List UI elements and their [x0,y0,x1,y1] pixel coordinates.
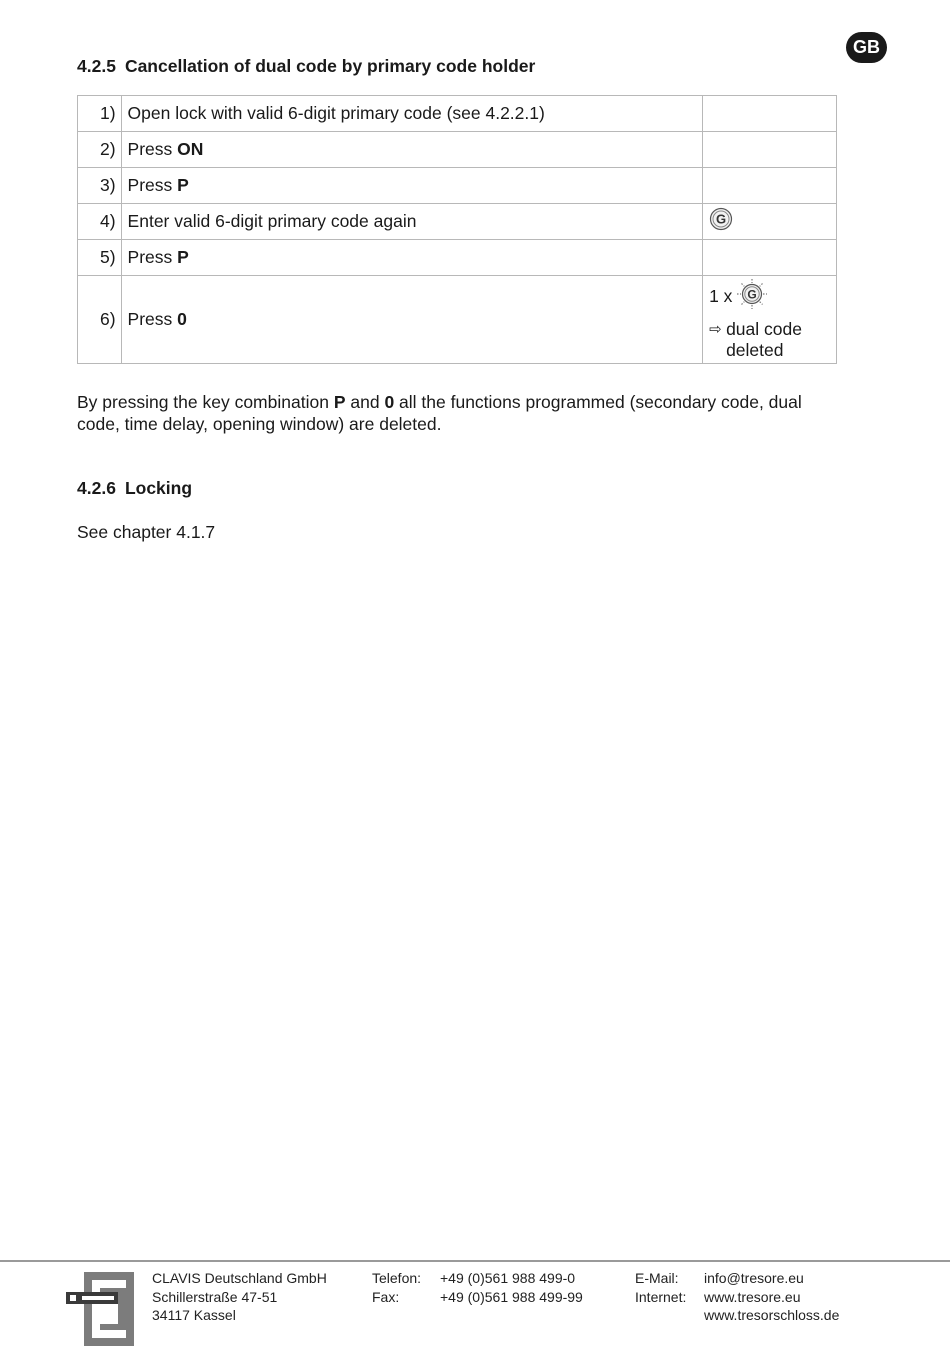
website-link[interactable]: www.tresore.eu [704,1288,801,1305]
footer-web-labels [635,1269,686,1306]
result-text-line1: dual code [726,319,802,339]
email-label: E-Mail: [635,1270,679,1286]
key-label: 0 [384,392,395,412]
step-number: 4) [78,204,122,240]
step-text: Open lock with valid 6-digit primary code (see 4.2.2.1) [121,96,703,132]
footer-web-values [704,1269,839,1325]
steps-table [77,95,837,364]
footer-company-address [152,1269,327,1325]
table-row [78,204,837,240]
fax-label: Fax: [372,1288,400,1305]
step-number: 2) [78,132,122,168]
step-number: 5) [78,240,122,276]
step-prefix: Press [127,175,178,195]
footer-phone-labels [372,1269,421,1306]
step-text [121,132,703,168]
table-row [78,168,837,204]
table-row [78,276,837,364]
step-text [121,276,703,364]
phone-label: Telefon: [372,1270,422,1286]
step-number: 3) [78,168,122,204]
svg-text:G: G [747,287,758,302]
step-text [121,240,703,276]
note-part: all the functions programmed (secondary code, dual code, time delay, opening window) are deleted. [77,392,802,434]
result-text-line2: deleted [726,340,784,360]
step-prefix: Press [127,309,178,329]
step-result [703,96,837,132]
website-link[interactable]: www.tresorschloss.de [704,1307,840,1323]
section-heading-4-2-6 [77,478,192,499]
key-label: P [333,392,346,412]
company-logo [66,1272,136,1351]
footer-phone-values [440,1269,583,1306]
note-part: By pressing the key combination [77,392,334,412]
section-title: Locking [124,478,193,498]
email-link[interactable]: info@tresore.eu [704,1270,804,1286]
see-chapter-text: See chapter 4.1.7 [77,522,216,542]
step-prefix: Press [127,139,178,159]
step-text: Enter valid 6-digit primary code again [121,204,703,240]
step-result [703,240,837,276]
step-prefix: Press [127,247,178,267]
company-street: Schillerstraße 47-51 [152,1288,278,1305]
phone-value: +49 (0)561 988 499-0 [440,1270,576,1286]
section-number: 4.2.6 [77,478,116,498]
arrow-right-icon: ⇨ [709,321,722,338]
green-led-icon [709,207,733,236]
step-result [703,132,837,168]
blink-count: 1 x [709,286,733,306]
result-text [726,319,802,361]
step-result [703,276,837,364]
table-row [78,240,837,276]
company-city: 34117 Kassel [152,1307,236,1323]
step-result [703,204,837,240]
step-result [703,168,837,204]
section-heading-4-2-5 [77,56,535,77]
table-row [78,96,837,132]
blinking-led-icon [736,278,768,315]
key-label: 0 [177,309,187,329]
internet-label: Internet: [635,1288,687,1305]
key-label: ON [177,139,204,159]
cancellation-note [77,391,817,435]
section-number: 4.2.5 [77,56,116,76]
step-number: 1) [78,96,122,132]
note-part: and [345,392,385,412]
svg-text:G: G [716,211,727,227]
key-label: P [177,247,189,267]
footer-divider [0,1260,950,1262]
key-label: P [177,175,189,195]
table-row [78,132,837,168]
step-number: 6) [78,276,122,364]
section-title: Cancellation of dual code by primary code holder [124,56,536,76]
company-name: CLAVIS Deutschland GmbH [152,1270,327,1286]
fax-value: +49 (0)561 988 499-99 [440,1288,583,1305]
step-text [121,168,703,204]
language-badge: GB [846,32,887,63]
